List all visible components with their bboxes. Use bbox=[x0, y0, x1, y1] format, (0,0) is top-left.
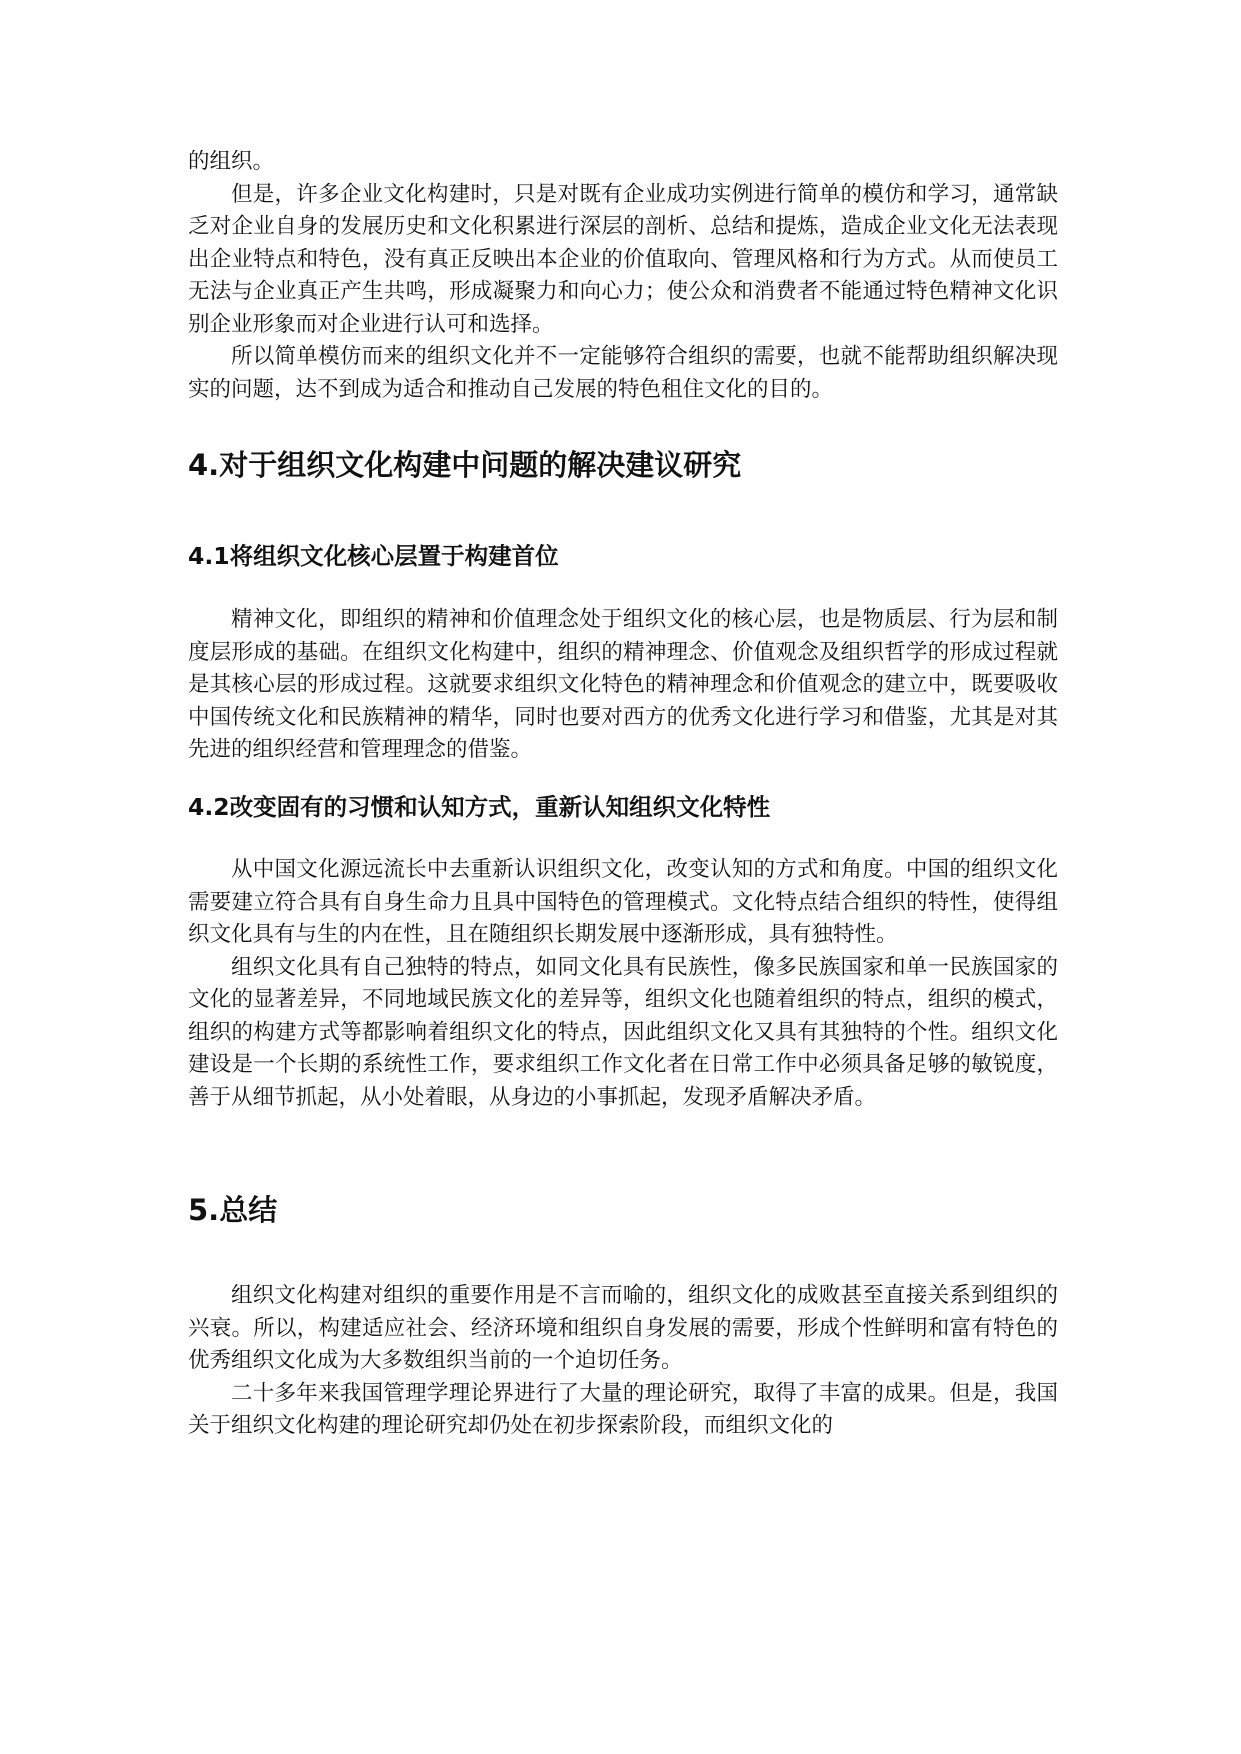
section-4-2-paragraph-1: 组织文化具有自己独特的特点，如同文化具有民族性，像多民族国家和单一民族国家的文化的显著差异，不同地域民族文化的差异等，组织文化也随着组织的特点，组织的模式，组织的构建方式等都影响着组织文化的特点，因此组织文化又具有其独特的个性。组织文化建设是一个长期的系统性工作，要求组织工作文化者在日常工作中必须具备足够的敏锐度，善于从细节抓起，从小处着眼，从身边的小事抓起，发现矛盾解决矛盾。 bbox=[188, 954, 1058, 1110]
intro-paragraph-1: 但是，许多企业文化构建时，只是对既有企业成功实例进行简单的模仿和学习，通常缺乏对企业自身的发展历史和文化积累进行深层的剖析、总结和提炼，造成企业文化无法表现出企业特点和特色，没有真正反映出本企业的价值取向、管理风格和行为方式。从而使员工无法与企业真正产生共鸣，形成凝聚力和向心力；使公众和消费者不能通过特色精神文化识别企业形象而对企业进行认可和选择。 bbox=[188, 181, 1058, 337]
intro-section bbox=[188, 146, 1058, 406]
section-4-heading: 4.对于组织文化构建中问题的解决建议研究 bbox=[188, 448, 742, 482]
section-4-1-body bbox=[188, 604, 1058, 767]
intro-paragraph-0: 的组织。 bbox=[188, 149, 275, 174]
section-4-1-heading: 4.1将组织文化核心层置于构建首位 bbox=[188, 542, 559, 570]
section-4-1-paragraph-0: 精神文化，即组织的精神和价值理念处于组织文化的核心层，也是物质层、行为层和制度层形成的基础。在组织文化构建中，组织的精神理念、价值观念及组织哲学的形成过程就是其核心层的形成过程。这就要求组织文化特色的精神理念和价值观念的建立中，既要吸收中国传统文化和民族精神的精华，同时也要对西方的优秀文化进行学习和借鉴，尤其是对其先进的组织经营和管理理念的借鉴。 bbox=[188, 607, 1058, 762]
section-4-2-body bbox=[188, 854, 1058, 1114]
section-5-heading: 5.总结 bbox=[188, 1193, 278, 1227]
section-5-paragraph-0: 组织文化构建对组织的重要作用是不言而喻的，组织文化的成败甚至直接关系到组织的兴衰。所以，构建适应社会、经济环境和组织自身发展的需要，形成个性鲜明和富有特色的优秀组织文化成为大多数组织当前的一个迫切任务。 bbox=[188, 1283, 1058, 1373]
section-4-2-heading: 4.2改变固有的习惯和认知方式，重新认知组织文化特性 bbox=[188, 793, 771, 821]
section-4-2-paragraph-0: 从中国文化源远流长中去重新认识组织文化，改变认知的方式和角度。中国的组织文化需要建立符合具有自身生命力且具中国特色的管理模式。文化特点结合组织的特性，使得组织文化具有与生的内在性，且在随组织长期发展中逐渐形成，具有独特性。 bbox=[188, 857, 1058, 947]
intro-paragraph-2: 所以简单模仿而来的组织文化并不一定能够符合组织的需要，也就不能帮助组织解决现实的问题，达不到成为适合和推动自己发展的特色租住文化的目的。 bbox=[188, 344, 1058, 402]
section-5-paragraph-1: 二十多年来我国管理学理论界进行了大量的理论研究，取得了丰富的成果。但是，我国关于组织文化构建的理论研究却仍处在初步探索阶段，而组织文化的 bbox=[188, 1380, 1058, 1438]
section-5-body bbox=[188, 1280, 1058, 1443]
